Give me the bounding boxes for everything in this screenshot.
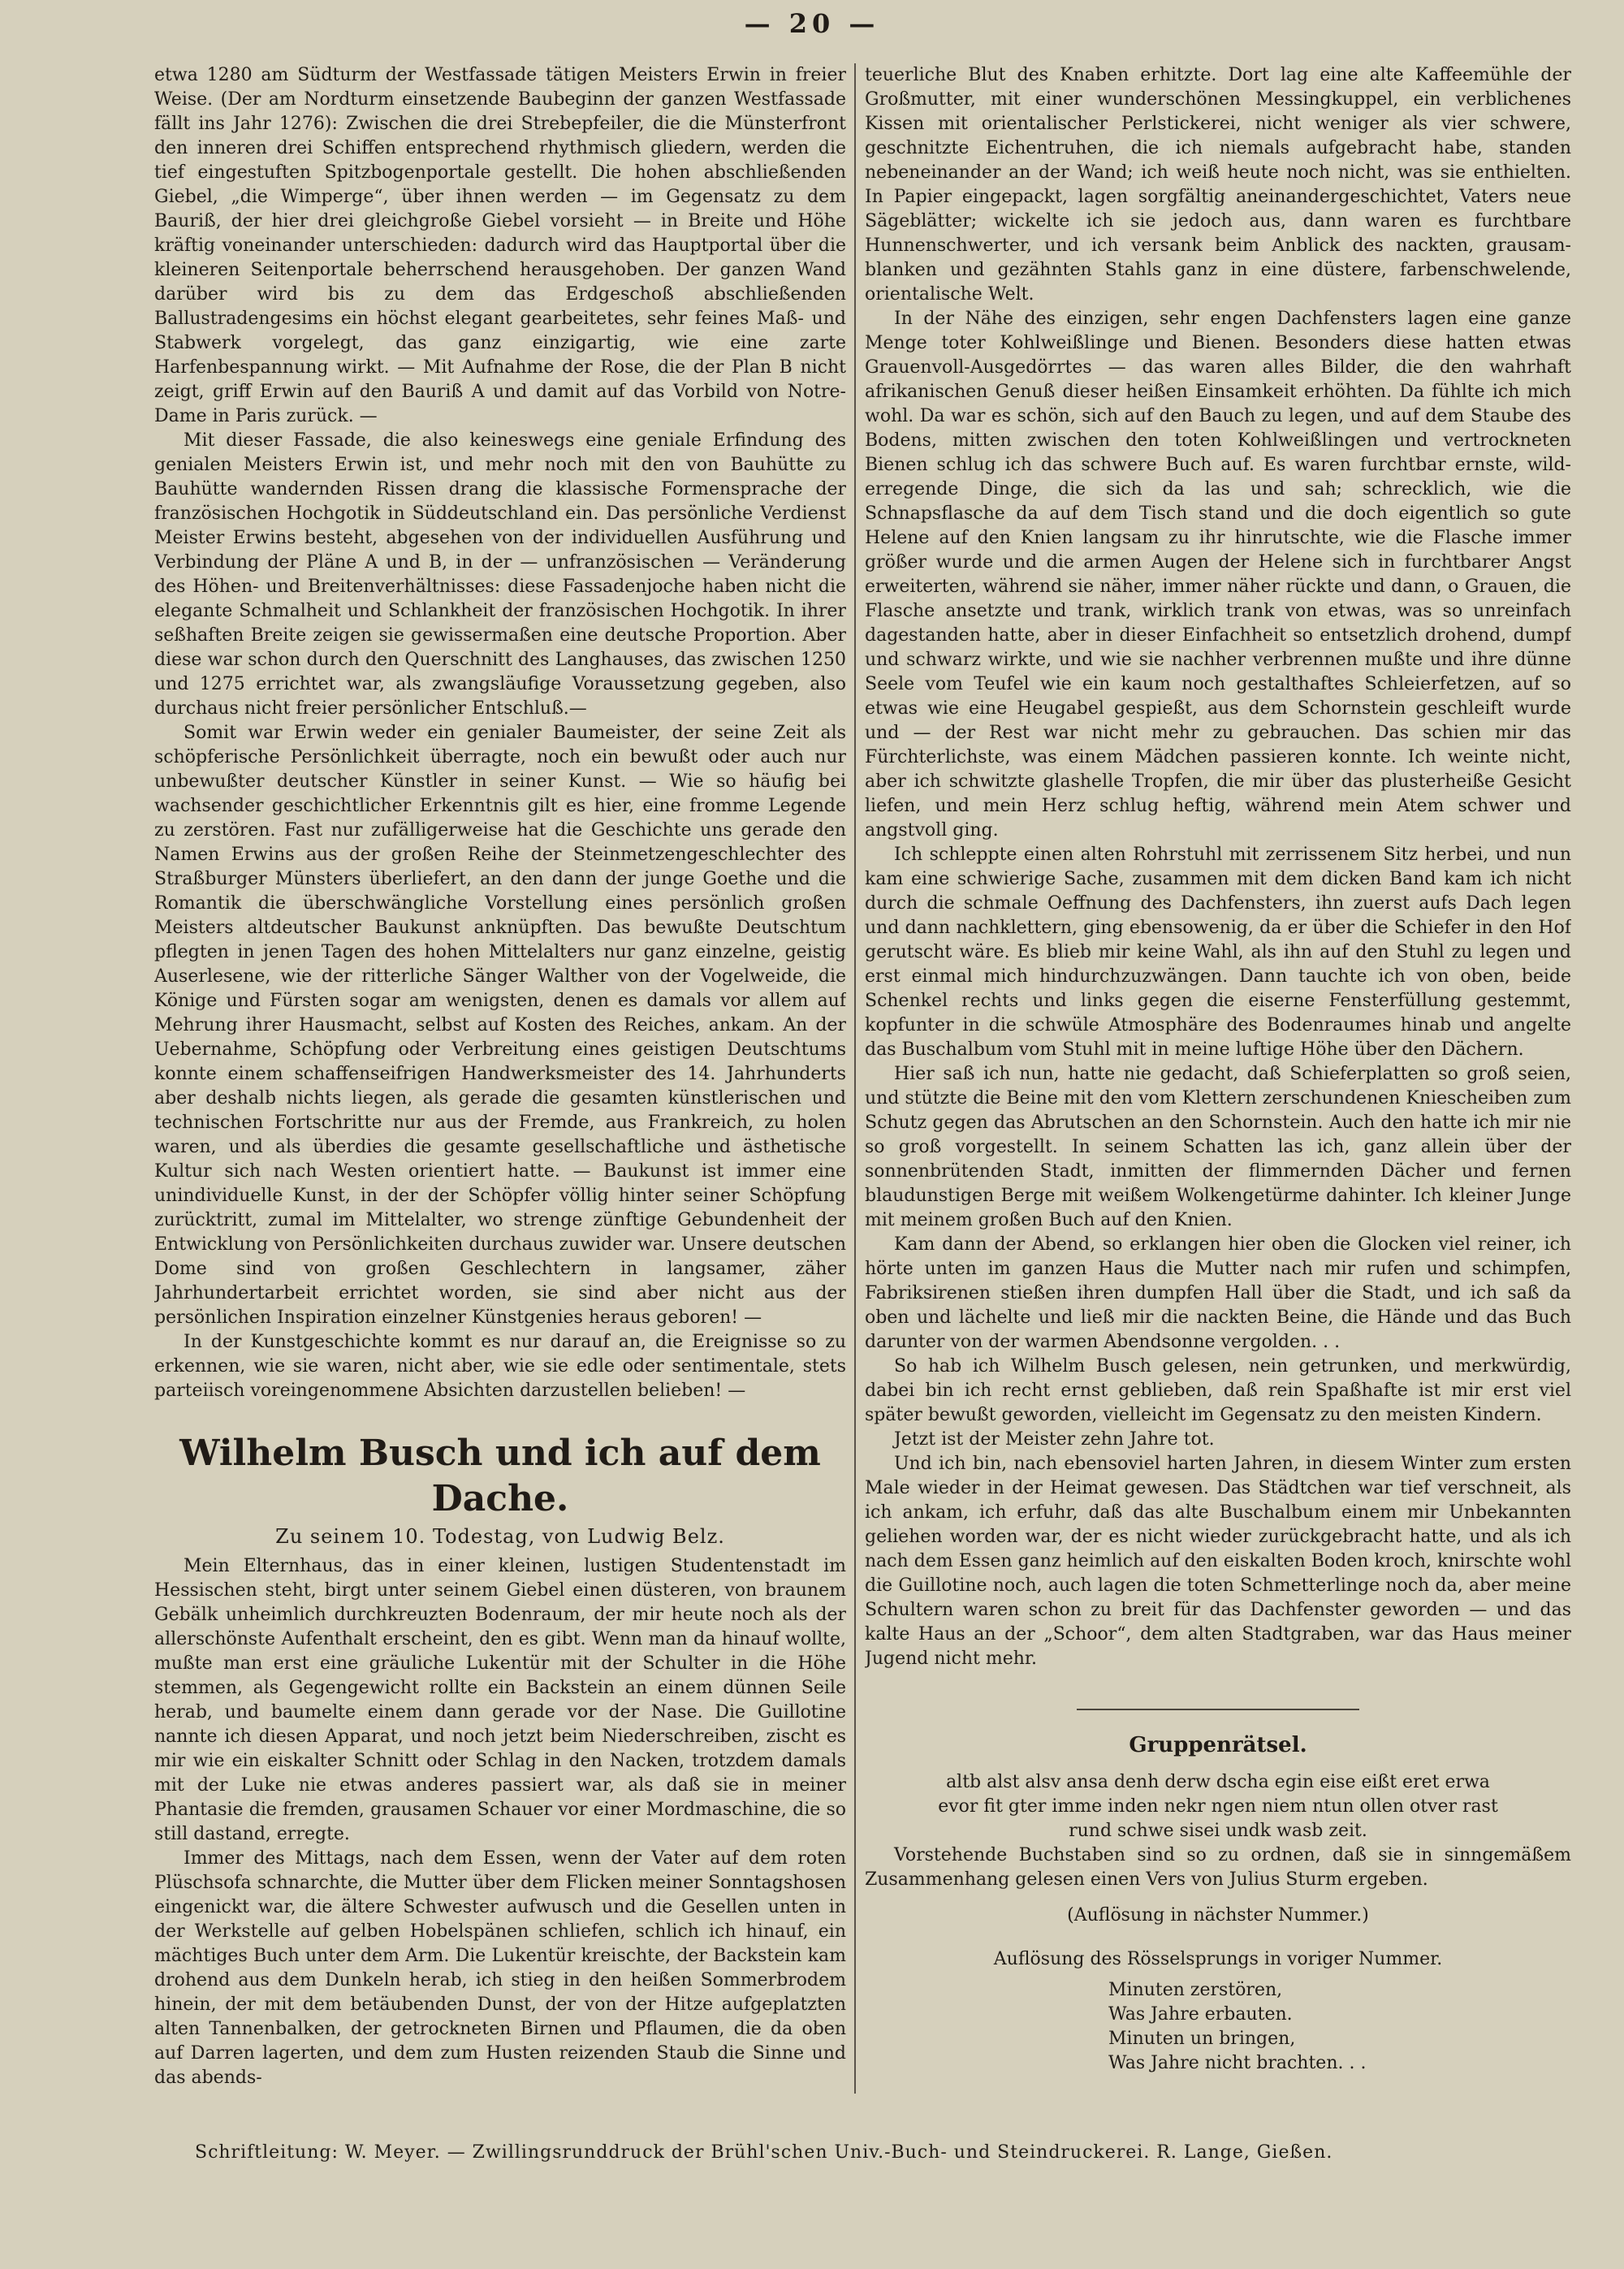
puzzle-letters: [865, 1770, 1571, 1843]
paragraph: So hab ich Wilhelm Busch gelesen, nein getrunken, und merkwürdig, dabei bin ich recht ernst geblieben, daß rein Spaßhafte ist mir erst viel später bewußt geworden, vielleicht im Gegensatz zu den meisten Kindern.: [865, 1356, 1571, 1425]
imprint-footer: Schriftleitung: W. Meyer. — Zwillingsrunddruck der Brühl'schen Univ.-Buch- und Steindruckerei. R. Lange, Gießen.: [195, 2142, 1333, 2163]
paragraph: Mein Elternhaus, das in einer kleinen, lustigen Studentenstadt im Hessischen steht, birgt unter seinem Giebel einen düsteren, von braunem Gebälk unheimlich durchkreuzten Bodenraum, der mir heute noch als der allerschönste Aufenthalt erscheint, den es gibt. Wenn man da hinauf wollte, mußte man erst eine gräuliche Lukentür mit der Schulter in die Höhe stemmen, als Gegengewicht rollte ein Backstein an einem dünnen Seile herab, und baumelte einem dann gerade vor der Nase. Die Guillotine nannte ich diesen Apparat, und noch jetzt beim Niederschreiben, zischt es mir wie ein eiskalter Schnitt oder Schlag in den Nacken, trotzdem damals mit der Luke nie etwas anderes passiert war, als daß sie in meiner Phantasie die fremden, grausamen Schauer vor einer Mordmaschine, die so still dastand, erregte.: [154, 1556, 846, 1844]
verse-line: Was Jahre erbauten.: [1108, 2004, 1293, 2025]
left-column: [154, 63, 846, 2094]
paragraph: Und ich bin, nach ebensoviel harten Jahren, in diesem Winter zum ersten Male wieder in der Heimat gewesen. Das Städtchen war tief verschneit, als ich ankam, ich erfuhr, daß das alte Buschalbum einem mir Unbekannten geliehen worden war, der es nicht wieder zurückgebracht hatte, und als ich nach dem Essen ganz heimlich auf den eiskalten Boden kroch, knirschte wohl die Guillotine noch, auch lagen die toten Schmetterlinge noch da, aber meine Schultern waren schon zu breit für das Dachfenster geworden — und das kalte Haus an der „Schoor“, dem alten Stadtgraben, war das Haus meiner Jugend nicht mehr.: [865, 1454, 1571, 1669]
paragraph: etwa 1280 am Südturm der Westfassade tätigen Meisters Erwin in freier Weise. (Der am Nordturm einsetzende Baubeginn der ganzen Westfassade fällt ins Jahr 1276): Zwischen die drei Strebepfeiler, die die Münsterfront den inneren drei Schiffen entsprechend rhythmisch gliedern, werden die tief eingestuften Spitzbogenportale gestellt. Die hohen abschließenden Giebel, „die Wimperge“, über ihnen werden — im Gegensatz zu dem Bauriß, der hier drei gleichgroße Giebel vorsieht — in Breite und Höhe kräftig voneinander unterschieden: dadurch wird das Hauptportal über die kleineren Seitenportale beherrschend herausgehoben. Der ganzen Wand darüber wird bis zu dem das Erdgeschoß abschließenden Ballustradengesims ein höchst elegant gearbeitetes, sehr feines Maß- und Stabwerk vorgelegt, das ganz einzigartig, wie eine zarte Harfenbespannung wirkt. — Mit Aufnahme der Rose, die der Plan B nicht zeigt, griff Erwin auf den Bauriß A und damit auf das Vorbild von Notre-Dame in Paris zurück. —: [154, 65, 846, 426]
puzzle-line: rund schwe sisei undk wasb zeit.: [1069, 1821, 1367, 1841]
verse-line: Minuten zerstören,: [1108, 1980, 1283, 2000]
puzzle-instruction: Vorstehende Buchstaben sind so zu ordnen, daß sie in sinngemäßem Zusammenhang gelesen einen Vers von Julius Sturm ergeben.: [865, 1845, 1571, 1890]
right-column: [865, 63, 1571, 2110]
paragraph: teuerliche Blut des Knaben erhitzte. Dort lag eine alte Kaffeemühle der Großmutter, mit einer wunderschönen Messingkuppel, ein verblichenes Kissen mit orientalischer Perlstickerei, nicht weniger als vier schwere, geschnitzte Eichentruhen, die ich niemals aufgebracht habe, standen nebeneinander an der Wand; ich weiß heute noch nicht, was sie enthielten. In Papier eingepackt, lagen sorgfältig aneinandergeschichtet, Vaters neue Sägeblätter; wickelte ich sie jedoch aus, dann waren es furchtbare Hunnenschwerter, und ich versank beim Anblick des nackten, grausam-blanken und gezähnten Stahls ganz in eine düstere, farbenschwelende, orientalische Welt.: [865, 65, 1571, 305]
article-title: Wilhelm Busch und ich auf dem Dache.: [179, 1433, 821, 1519]
verse-line: Was Jahre nicht brachten. . .: [1108, 2053, 1367, 2073]
column-divider: [854, 63, 856, 2094]
puzzle-note: (Auflösung in nächster Nummer.): [1067, 1905, 1369, 1925]
paragraph: Hier saß ich nun, hatte nie gedacht, daß Schieferplatten so groß seien, und stützte die Beine mit den vom Klettern zerschundenen Kniescheiben zum Schutz gegen das Abrutschen an den Schornstein. Auch den hatte ich mir nie so groß vorgestellt. In seinem Schatten las ich, ganz allein über der sonnenbrütenden Stadt, inmitten der flimmernden Dächer und fernen blaudunstigen Berge mit weißem Wolkengetürme dahinter. Ich kleiner Junge mit meinem großen Buch auf den Knien.: [865, 1064, 1571, 1230]
paragraph: In der Kunstgeschichte kommt es nur darauf an, die Ereignisse so zu erkennen, wie sie waren, nicht aber, wie sie edle oder sentimentale, stets parteiisch voreingenommene Absichten darzustellen belieben! —: [154, 1332, 846, 1401]
paragraph: In der Nähe des einzigen, sehr engen Dachfensters lagen eine ganze Menge toter Kohlweißlinge und Bienen. Besonders diese hatten etwas Grauenvoll-Ausgedörrtes — das waren alles Bilder, die den wahrhaft afrikanischen Genuß dieser heißen Einsamkeit erhöhten. Da fühlte ich mich wohl. Da war es schön, sich auf den Bauch zu legen, und auf dem Staube des Bodens, mitten zwischen den toten Kohlweißlingen und vertrockneten Bienen schlug ich das schwere Buch auf. Es waren furchtbar ernste, wild-erregende Dinge, die sich da las und sah; schrecklich, wie die Schnapsflasche da auf dem Tisch stand und die doch eigentlich so gute Helene auf den Knien langsam zu ihr hinrutschte, wie die Flasche immer größer wurde und die armen Augen der Helene sich in furchtbarer Angst erweiterten, während sie näher, immer näher rückte und dann, o Grauen, die Flasche ansetzte und trank, wirklich trank von etwas, was so unreinfach dagestanden hatte, aber in dieser Einfachheit so entsetzlich drohend, dumpf und schwarz wirkte, und wie sie nachher verbrennen mußte und ihre dünne Seele vom Teufel wie ein kaum noch gestalthaftes Schleierfetzen, auf so etwas wie eine Heugabel gespießt, aus dem Schornstein geschleift wurde und — der Rest war nicht mehr zu gebrauchen. Das schien mir das Fürchterlichste, was einem Mädchen passieren konnte. Ich weinte nicht, aber ich schwitzte glashelle Tropfen, die mir über das plusterheiße Gesicht liefen, und mein Herz schlug heftig, während mein Atem schwer und angstvoll ging.: [865, 309, 1571, 841]
paragraph: Mit dieser Fassade, die also keineswegs eine geniale Erfindung des genialen Meisters Erwin ist, und mehr noch mit den von Bauhütte zu Bauhütte wandernden Rissen drang die klassische Formensprache der französischen Hochgotik in Süddeutschland ein. Das persönliche Verdienst Meister Erwins besteht, abgesehen von der individuellen Ausführung und Verbindung der Pläne A und B, in der — unfranzösischen — Veränderung des Höhen- und Breitenverhältnisses: diese Fassadenjoche haben nicht die elegante Schmalheit und Schlankheit der französischen Hochgotik. In ihrer seßhaften Breite zeigen sie gewissermaßen eine deutsche Proportion. Aber diese war schon durch den Querschnitt des Langhauses, das zwischen 1250 und 1275 errichtet war, als zwangsläufige Voraussetzung gegeben, also durchaus nicht freier persönlicher Entschluß.—: [154, 430, 846, 719]
paragraph: Somit war Erwin weder ein genialer Baumeister, der seine Zeit als schöpferische Persönlichkeit überragte, noch ein bewußt oder auch nur unbewußter deutscher Künstler in seiner Kunst. — Wie so häufig bei wachsender geschichtlicher Erkenntnis gilt es hier, eine fromme Legende zu zerstören. Fast nur zufälligerweise hat die Geschichte uns gerade den Namen Erwins aus der großen Reihe der Steinmetzengeschlechter des Straßburger Münsters überliefert, an den dann der junge Goethe und die Romantik die überschwängliche Vorstellung eines persönlich großen Meisters altdeutscher Baukunst anknüpften. Das bewußte Deutschtum pflegten in jenen Tagen des hohen Mittelalters nur ganz einzelne, geistig Auserlesene, wie der ritterliche Sänger Walther von der Vogelweide, die Könige und Fürsten sogar am wenigsten, denen es damals vor allem auf Mehrung ihrer Hausmacht, selbst auf Kosten des Reiches, ankam. An der Uebernahme, Schöpfung oder Verbreitung eines geistigen Deutschtums konnte einem schaffenseifrigen Handwerksmeister des 14. Jahrhunderts aber deshalb nichts liegen, als gerade die gesamten künstlerischen und technischen Fortschritte nur aus der Fremde, aus Frankreich, zu holen waren, und als überdies die gesamte gesellschaftliche und ästhetische Kultur sich nach Westen orientiert hatte. — Baukunst ist immer eine unindividuelle Kunst, in der der Schöpfer völlig hinter seiner Schöpfung zurücktritt, zumal im Mittelalter, wo strenge zünftige Gebundenheit der Entwicklung von Persönlichkeiten durchaus zuwider war. Unsere deutschen Dome sind von großen Geschlechtern in langsamer, zäher Jahrhundertarbeit errichtet worden, sie sind aber nicht aus der persönlichen Inspiration einzelner Künstgenies heraus geboren! —: [154, 723, 846, 1328]
verse-line: Minuten un bringen,: [1108, 2029, 1296, 2049]
paragraph: Immer des Mittags, nach dem Essen, wenn der Vater auf dem roten Plüschsofa schnarchte, die Mutter über dem Flicken meiner Sonntagshosen eingenickt war, die ältere Schwester aufwusch und die Gesellen unten in der Werkstelle auf gelben Hobelspänen schliefen, schlich ich hinauf, ein mächtiges Buch unter dem Arm. Die Lukentür kreischte, der Backstein kam drohend aus dem Dunkeln herab, ich stieg in den heißen Sommerbrodem hinein, der mit dem betäubenden Dunst, der von der Hitze aufgeplatzten alten Tannenbalken, der getrockneten Birnen und Pflaumen, die da oben auf Darren lagerten, und dem zum Husten reizenden Staub die Sinne und das abends-: [154, 1848, 846, 2088]
puzzle-line: evor fit gter imme inden nekr ngen niem ntun ollen otver rast: [938, 1796, 1498, 1817]
section-separator: [1077, 1709, 1359, 1710]
paragraph: Kam dann der Abend, so erklangen hier oben die Glocken viel reiner, ich hörte unten im ganzen Haus die Mutter nach mir rufen und schimpfen, Fabriksirenen stießen ihren dumpfen Hall über die Stadt, und ich saß da oben und lächelte und ließ mir die nackten Beine, die Hände und das Buch darunter von der warmen Abendsonne vergolden. . .: [865, 1234, 1571, 1352]
article-subtitle: Zu seinem 10. Todestag, von Ludwig Belz.: [275, 1525, 725, 1548]
puzzle-line: altb alst alsv ansa denh derw dscha egin eise eißt eret erwa: [946, 1772, 1490, 1792]
solution-title: Auflösung des Rösselsprungs in voriger Nummer.: [993, 1949, 1443, 1969]
paragraph: Ich schleppte einen alten Rohrstuhl mit zerrissenem Sitz herbei, und nun kam eine schwierige Sache, zusammen mit dem dicken Band kam ich nicht durch die schmale Oeffnung des Dachfensters, ihn zuerst aufs Dach legen und dann nachklettern, ging ebensowenig, da er über die Schiefer in den Hof gerutscht wäre. Es blieb mir keine Wahl, als ihn auf den Stuhl zu legen und erst einmal mich hindurchzuzwängen. Dann tauchte ich von oben, beide Schenkel rechts und links gegen die eiserne Fensterfüllung gestemmt, kopfunter in die schwüle Atmosphäre des Bodenraumes hinab und angelte das Buschalbum vom Stuhl mit in meine luftige Höhe über den Dächern.: [865, 845, 1571, 1060]
puzzle-title: Gruppenrätsel.: [1129, 1733, 1307, 1757]
solution-verse: [1108, 1978, 1571, 2076]
page-number: — 20 —: [744, 8, 880, 39]
paragraph: Jetzt ist der Meister zehn Jahre tot.: [894, 1429, 1215, 1450]
